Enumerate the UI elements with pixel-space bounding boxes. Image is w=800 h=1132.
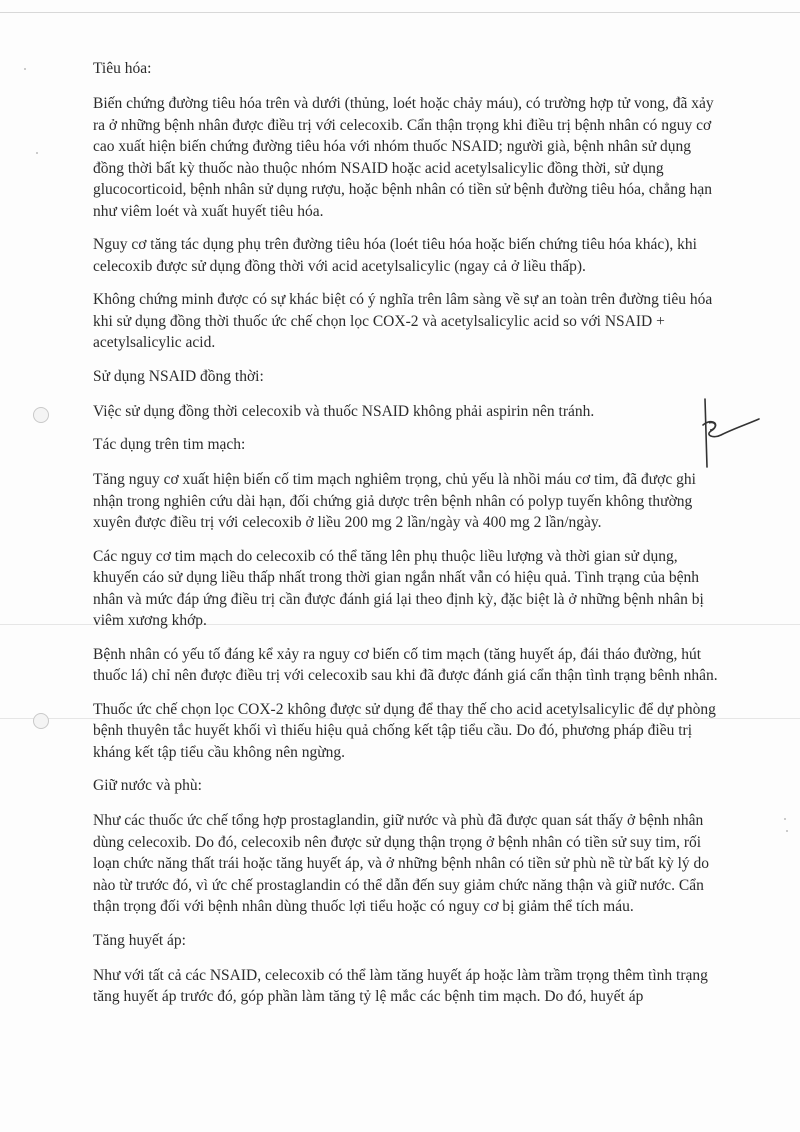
paragraph: Việc sử dụng đồng thời celecoxib và thuốc NSAID không phải aspirin nên tránh. xyxy=(93,402,595,420)
section-heading: Tác dụng trên tim mạch: xyxy=(93,436,246,453)
punch-hole-mark xyxy=(33,407,49,423)
paragraph: Như với tất cả các NSAID, celecoxib có thể làm tăng huyết áp hoặc làm trầm trọng thêm tình trạng tăng huyết áp trước đó, góp phần làm tăng tỷ lệ mắc các bệnh tim mạch. Do đó, huyết áp xyxy=(93,966,708,1005)
paragraph: Tăng nguy cơ xuất hiện biến cố tim mạch nghiêm trọng, chủ yếu là nhồi máu cơ tim, đã được ghi nhận trong nghiên cứu dài hạn, đối chứng giả dược trên bệnh nhân có polyp tuyến không thường xuyên được điều trị với celecoxib ở liều 200 mg 2 lần/ngày và 400 mg 2 lần/ngày. xyxy=(93,471,696,531)
scan-speck xyxy=(786,830,788,832)
paragraph: Thuốc ức chế chọn lọc COX-2 không được sử dụng để thay thế cho acid acetylsalicylic để dự phòng bệnh thuyên tắc huyết khối vì thiếu hiệu quả chống kết tập tiểu cầu. Do đó, phương pháp điều trị kháng kết tập tiểu cầu không nên ngừng. xyxy=(93,700,716,761)
paragraph: Nguy cơ tăng tác dụng phụ trên đường tiêu hóa (loét tiêu hóa hoặc biến chứng tiêu hóa khác), khi celecoxib được sử dụng đồng thời với acid acetylsalicylic (ngay cả ở liều thấp). xyxy=(93,236,697,275)
paragraph: Như các thuốc ức chế tổng hợp prostaglandin, giữ nước và phù đã được quan sát thấy ở bệnh nhân dùng celecoxib. Do đó, celecoxib nên được sử dụng thận trọng ở bệnh nhân có tiền sử suy tim, rối loạn chức năng thất trái hoặc tăng huyết áp, và ở những bệnh nhân có tiền sử phù nề từ bất kỳ lý do nào từ trước đó, vì ức chế prostaglandin có thể dẫn đến suy giảm chức năng thận và giữ nước. Cẩn thận trọng đối với bệnh nhân dùng thuốc lợi tiểu hoặc có nguy cơ bị giảm thể tích máu. xyxy=(93,812,710,915)
scan-speck xyxy=(24,68,26,70)
paragraph: Biến chứng đường tiêu hóa trên và dưới (thủng, loét hoặc chảy máu), có trường hợp tử vong, đã xảy ra ở những bệnh nhân được điều trị với celecoxib. Cẩn thận trọng khi điều trị bệnh nhân có nguy cơ cao xuất hiện biến chứng đường tiêu hóa với nhóm thuốc NSAID; người già, bệnh nhân sử dụng đồng thời bất kỳ thuốc nào thuộc nhóm NSAID hoặc acid acetylsalicylic đồng thời, sử dụng glucocorticoid, bệnh nhân sử dụng rượu, hoặc bệnh nhân có tiền sử bệnh đường tiêu hóa, chẳng hạn như viêm loét và xuất huyết tiêu hóa. xyxy=(93,95,714,220)
section-heading: Tiêu hóa: xyxy=(93,60,152,77)
scan-speck xyxy=(36,152,38,154)
section-heading: Sử dụng NSAID đồng thời: xyxy=(93,367,264,385)
document-body xyxy=(93,58,721,1020)
paragraph: Bệnh nhân có yếu tố đáng kể xảy ra nguy cơ biến cố tim mạch (tăng huyết áp, đái tháo đường, hút thuốc lá) chỉ nên được điều trị với celecoxib sau khi đã được đánh giá cẩn thận tình trạng bênh nhân. xyxy=(93,645,718,684)
section-heading: Tăng huyết áp: xyxy=(93,931,186,949)
scan-edge-line xyxy=(0,12,800,13)
section-heading: Giữ nước và phù: xyxy=(93,777,202,794)
paragraph: Không chứng minh được có sự khác biệt có ý nghĩa trên lâm sàng về sự an toàn trên đường tiêu hóa khi sử dụng đồng thời thuốc ức chế chọn lọc COX-2 và acetylsalicylic acid so với NSAID + acetylsalicylic acid. xyxy=(93,291,713,351)
scan-speck xyxy=(784,818,786,820)
paragraph: Các nguy cơ tim mạch do celecoxib có thể tăng lên phụ thuộc liều lượng và thời gian sử dụng, khuyến cáo sử dụng liều thấp nhất trong thời gian ngắn nhất vẫn có hiệu quả. Tình trạng của bệnh nhân và mức đáp ứng điều trị cần được đánh giá lại theo định kỳ, đặc biệt là ở những bệnh nhân bị viêm xương khớp. xyxy=(93,547,704,629)
punch-hole-mark xyxy=(33,713,49,729)
